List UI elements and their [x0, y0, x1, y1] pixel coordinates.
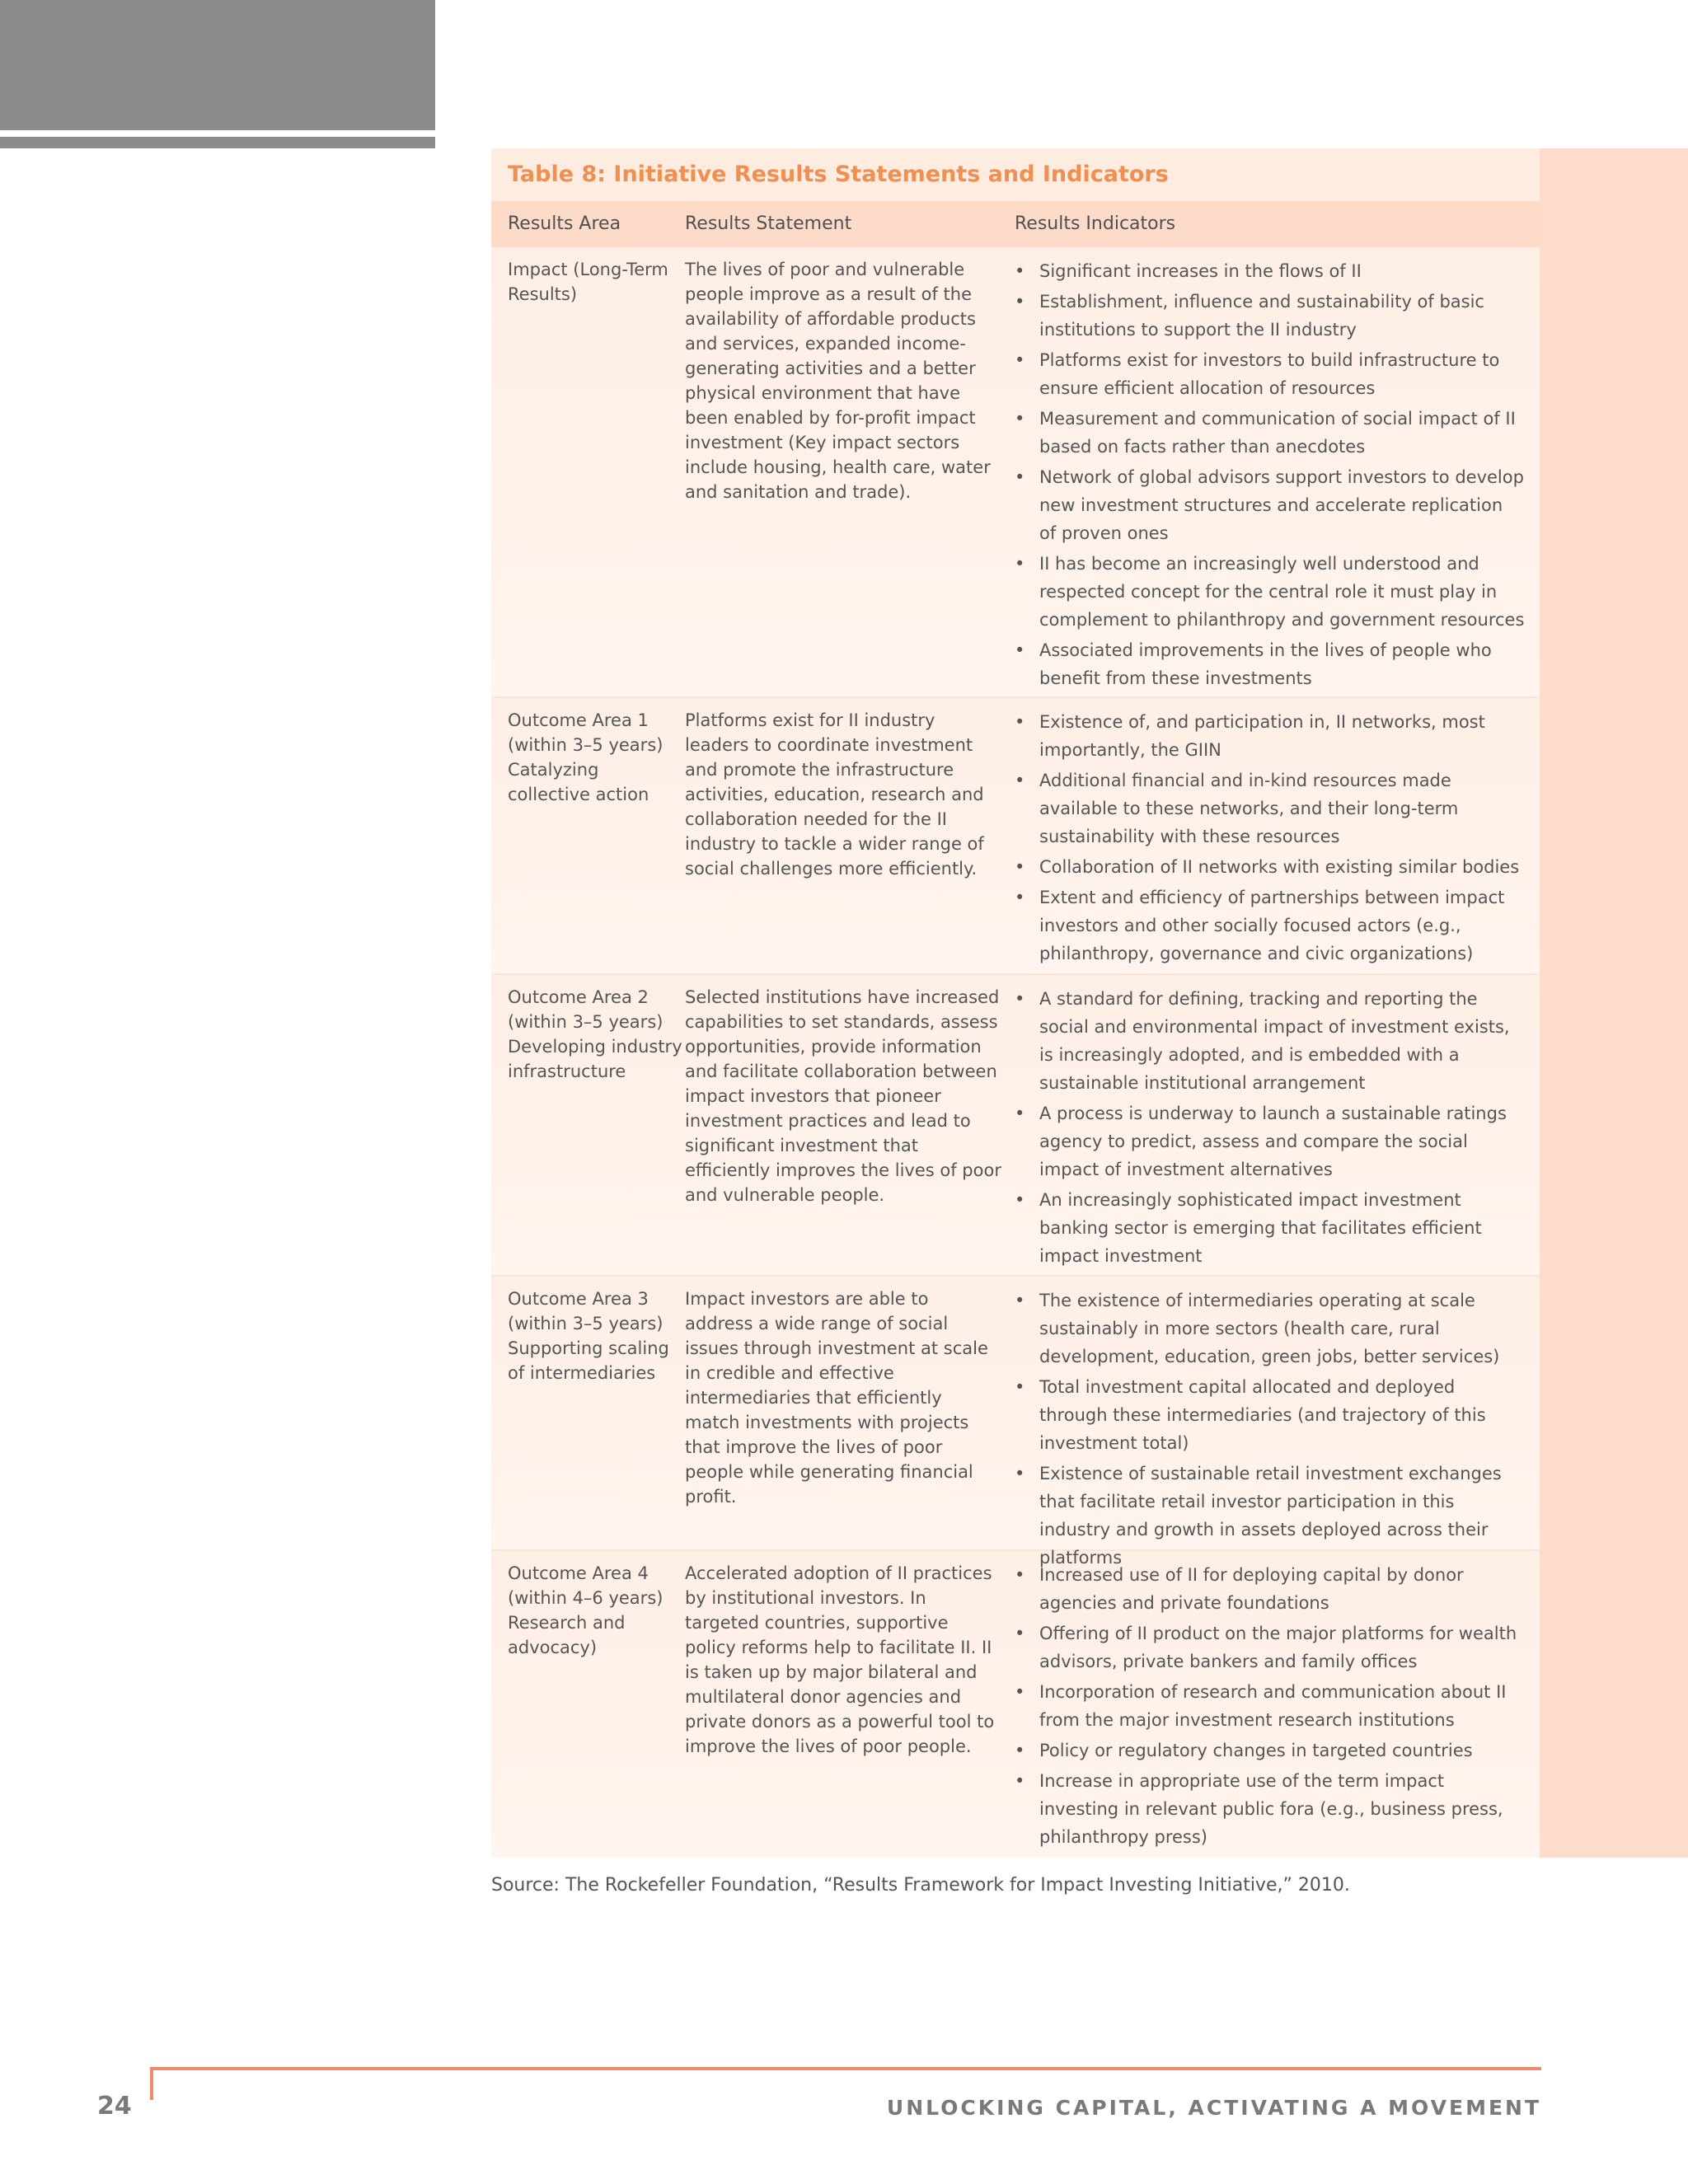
indicator-item: • Existence of sustainable retail investment exchanges that facilitate retail investor participation in this industry and growth in assets deployed across their platforms	[1039, 1460, 1525, 1572]
side-color-band	[1540, 148, 1688, 1858]
table-row	[491, 247, 1540, 698]
indicator-item: • An increasingly sophisticated impact investment banking sector is emerging that facilitates efficient impact investment	[1039, 1186, 1525, 1270]
indicator-item: • Total investment capital allocated and deployed through these intermediaries (and trajectory of this investment total)	[1039, 1373, 1525, 1457]
indicator-item: • Incorporation of research and communication about II from the major investment research institutions	[1039, 1678, 1525, 1734]
running-footer-title: UNLOCKING CAPITAL, ACTIVATING A MOVEMENT	[886, 2096, 1541, 2120]
results-area-cell: Impact (Long-Term Results)	[508, 260, 668, 304]
results-area-cell: Outcome Area 1 (within 3–5 years) Catalyzing collective action	[508, 710, 663, 804]
table-row	[491, 1277, 1540, 1568]
footer-rule	[150, 2067, 1541, 2070]
results-statement-cell: Accelerated adoption of II practices by institutional investors. In targeted countries, supportive policy reforms help to facilitate II. II is taken up by major bilateral and multilateral donor agencies and private donors as a powerful tool to improve the lives of poor people.	[685, 1563, 995, 1756]
results-indicators-cell	[1015, 1561, 1540, 1858]
indicator-item: • II has become an increasingly well understood and respected concept for the central role it must play in complement to philanthropy and government resources	[1039, 550, 1525, 634]
table-row	[491, 1551, 1540, 1858]
table-row	[491, 975, 1540, 1277]
results-table	[491, 148, 1540, 1858]
indicator-item: • A process is underway to launch a sustainable ratings agency to predict, assess and compare the social impact of investment alternatives	[1039, 1099, 1525, 1183]
indicator-item: • Existence of, and participation in, II networks, most importantly, the GIIN	[1039, 708, 1525, 764]
results-indicators-cell	[1015, 708, 1540, 973]
indicator-item: • Increased use of II for deploying capital by donor agencies and private foundations	[1039, 1561, 1525, 1617]
indicator-item: • Significant increases in the flows of II	[1039, 257, 1525, 285]
indicator-item: • Associated improvements in the lives of people who benefit from these investments	[1039, 636, 1525, 692]
indicator-item: • Measurement and communication of social impact of II based on facts rather than anecdotes	[1039, 405, 1525, 461]
indicator-item: • A standard for defining, tracking and reporting the social and environmental impact of investment exists, is increasingly adopted, and is embedded with a sustainable institutional arrangement	[1039, 985, 1525, 1097]
results-statement-cell: Impact investors are able to address a wide range of social issues through investment at scale in credible and effective intermediaries that efficiently match investments with projects that improve the lives of poor people while generating financial profit.	[685, 1289, 988, 1507]
header-results-statement: Results Statement	[685, 213, 852, 234]
table-source-note: Source: The Rockefeller Foundation, “Results Framework for Impact Investing Initiative,” 2010.	[491, 1875, 1350, 1896]
indicator-item: • Offering of II product on the major platforms for wealth advisors, private bankers and family offices	[1039, 1619, 1525, 1675]
results-area-cell: Outcome Area 3 (within 3–5 years) Supporting scaling of intermediaries	[508, 1289, 669, 1383]
results-indicators-cell	[1015, 985, 1540, 1275]
results-area-cell: Outcome Area 2 (within 3–5 years) Developing industry infrastructure	[508, 987, 682, 1081]
results-statement-cell: Platforms exist for II industry leaders to coordinate investment and promote the infrastructure activities, education, research and collaboration needed for the II industry to tackle a wider range of social challenges more efficiently.	[685, 710, 984, 879]
header-gray-rule	[0, 137, 435, 148]
results-statement-cell: The lives of poor and vulnerable people improve as a result of the availability of affordable products and services, expanded income-generating activities and a better physical environment that have been enabled by for-profit impact investment (Key impact sectors include housing, health care, water and sanitation and trade).	[685, 260, 991, 502]
header-results-area: Results Area	[508, 213, 621, 234]
results-statement-cell: Selected institutions have increased capabilities to set standards, assess opportunities, provide information and facilitate collaboration between impact investors that pioneer investment practices and lead to significant investment that efficiently improves the lives of poor and vulnerable people.	[685, 987, 1001, 1205]
indicator-item: • Additional financial and in-kind resources made available to these networks, and their long-term sustainability with these resources	[1039, 766, 1525, 851]
page-number: 24	[97, 2092, 132, 2121]
header-gray-block	[0, 0, 435, 130]
indicator-item: • Extent and efficiency of partnerships between impact investors and other socially focused actors (e.g., philanthropy, governance and civic organizations)	[1039, 883, 1525, 968]
table-header-row	[491, 201, 1540, 247]
indicator-item: • Collaboration of II networks with existing similar bodies	[1039, 853, 1525, 881]
indicator-item: • Establishment, influence and sustainability of basic institutions to support the II industry	[1039, 288, 1525, 344]
table-row	[491, 698, 1540, 975]
indicator-item: • Increase in appropriate use of the term impact investing in relevant public fora (e.g., business press, philanthropy press)	[1039, 1767, 1525, 1851]
indicator-item: • Policy or regulatory changes in targeted countries	[1039, 1736, 1525, 1765]
results-indicators-cell	[1015, 1286, 1540, 1568]
indicator-item: • Network of global advisors support investors to develop new investment structures and accelerate replication of proven ones	[1039, 463, 1525, 547]
footer-rule-tick	[150, 2067, 153, 2100]
results-indicators-cell	[1015, 257, 1540, 696]
results-area-cell: Outcome Area 4 (within 4–6 years) Research and advocacy)	[508, 1563, 663, 1657]
indicator-item: • The existence of intermediaries operating at scale sustainably in more sectors (health care, rural development, education, green jobs, better services)	[1039, 1286, 1525, 1371]
header-results-indicators: Results Indicators	[1015, 213, 1176, 234]
indicator-item: • Platforms exist for investors to build infrastructure to ensure efficient allocation of resources	[1039, 346, 1525, 402]
table-title: Table 8: Initiative Results Statements and Indicators	[491, 148, 1540, 201]
